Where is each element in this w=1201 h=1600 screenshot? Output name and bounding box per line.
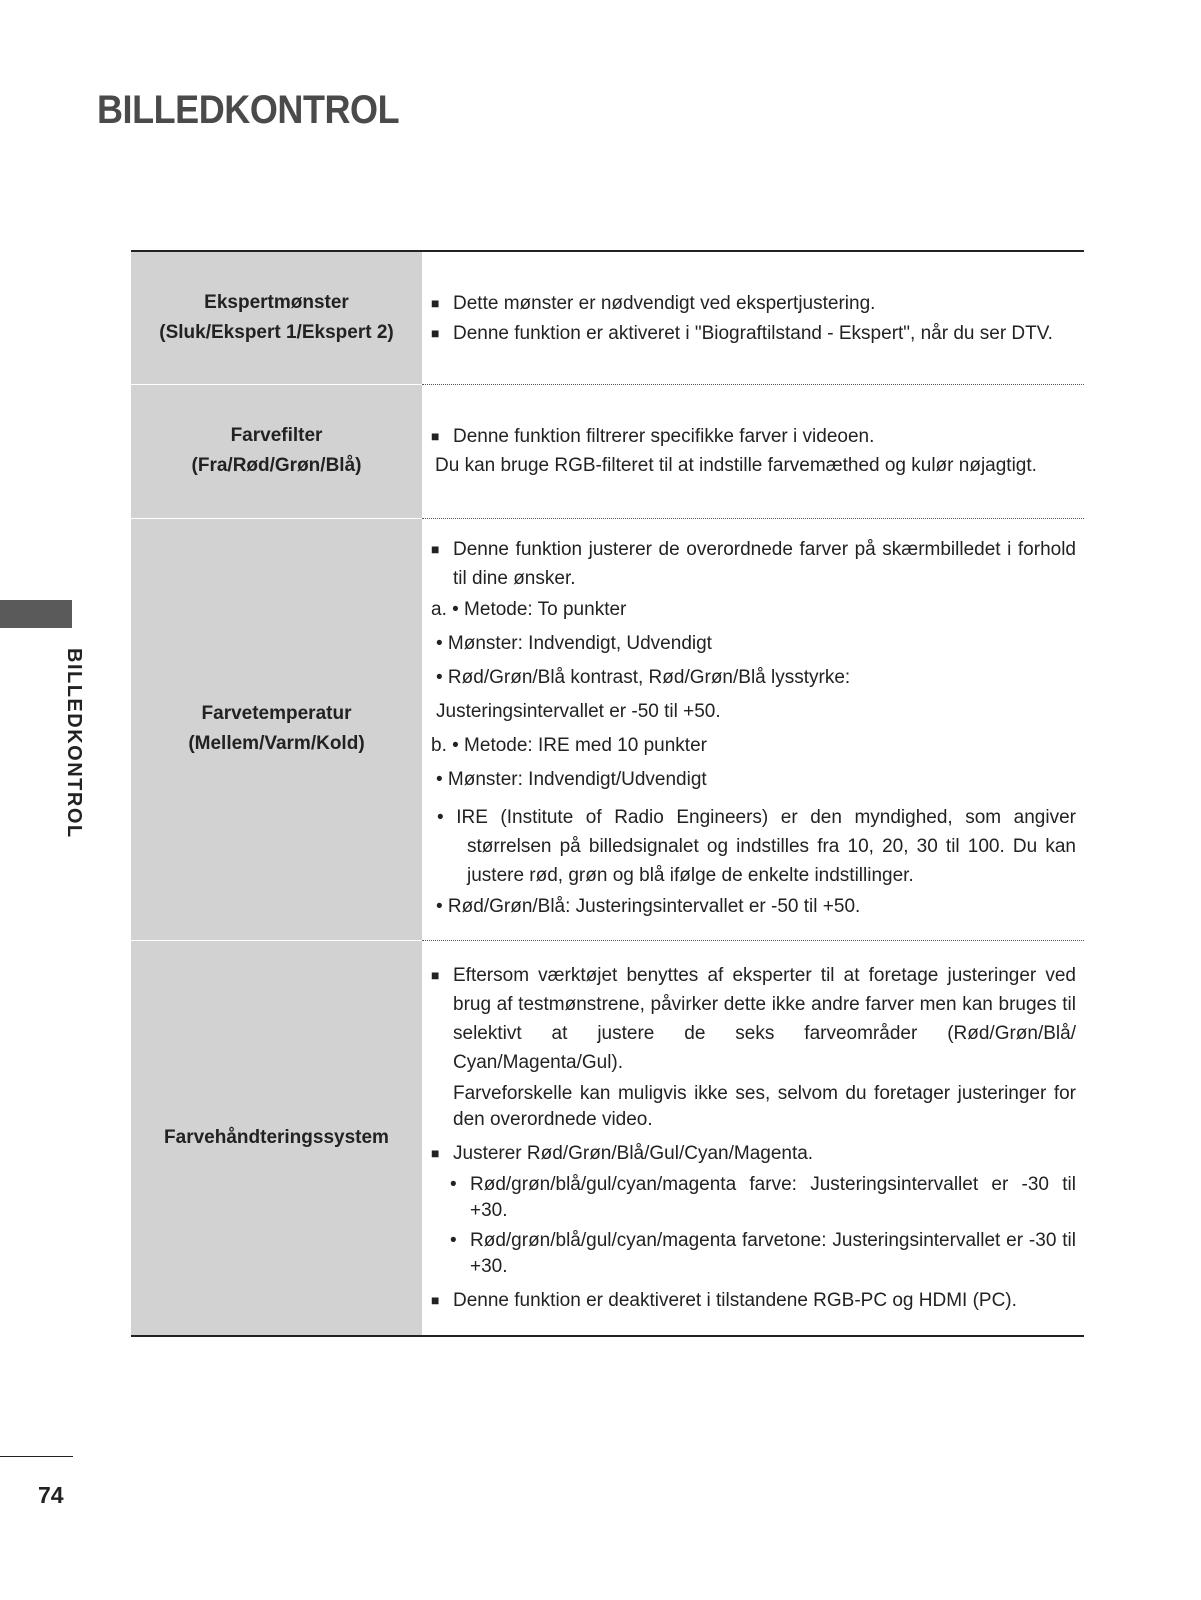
table-row-farvefilter (131, 384, 1084, 518)
square-bullet-icon: ■ (431, 1291, 440, 1308)
label-title: Farvetemperatur (201, 703, 352, 724)
pattern-b: • Mønster: Indvendigt/Udvendigt (436, 768, 707, 790)
settings-table (131, 250, 1084, 1337)
square-bullet-icon: ■ (431, 294, 440, 311)
bullet-text: Justerer Rød/Grøn/Blå/Gul/Cyan/Magenta. (453, 1142, 814, 1164)
sub-bullet-text: Rød/grøn/blå/gul/cyan/magenta farvetone: Justeringsintervallet er -30 til +30. (470, 1229, 1076, 1277)
sub-bullet-item (431, 1228, 1076, 1280)
bullet-item (431, 422, 1076, 451)
square-bullet-icon: ■ (431, 1144, 440, 1161)
contrast-brightness: • Rød/Grøn/Blå kontrast, Rød/Grøn/Blå lysstyrke: (436, 666, 851, 688)
note-text: Du kan bruge RGB-filteret til at indstille farvemæthed og kulør nøjagtigt. (435, 455, 1037, 476)
label-title: Ekspertmønster (204, 291, 349, 313)
section-side-label: BILLEDKONTROL (63, 648, 85, 839)
dot-bullet-icon: • (450, 1173, 457, 1195)
range-a: Justeringsintervallet er -50 til +50. (436, 700, 721, 722)
section-tab-marker (0, 600, 72, 628)
bullet-text: Eftersom værktøjet benyttes af eksperter til at foretage justeringer ved brug af testmønstrene, påvirker dette ikke andre farver men kan bruges til selektivt at justere de seks farveområder (Rød/Grøn/Blå/ Cyan/Magenta/Gul). (453, 964, 1076, 1073)
note-text: Farveforskelle kan muligvis ikke ses, selvom du foretager justeringer for den overordnede video. (453, 1082, 1076, 1130)
table-row-farvetemperatur (131, 518, 1084, 940)
bullet-text: Denne funktion justerer de overordnede farver på skærmbilledet i forhold til dine ønsker. (453, 538, 1076, 589)
row-label (131, 384, 422, 518)
sub-bullet-item (431, 1172, 1076, 1224)
page-number: 74 (38, 1482, 64, 1508)
page-title: BILLEDKONTROL (97, 88, 400, 132)
bullet-text: Denne funktion filtrerer specifikke farver i videoen. (453, 426, 875, 447)
row-description (422, 251, 1084, 384)
pattern-a: • Mønster: Indvendigt, Udvendigt (436, 632, 712, 654)
ire-description: • IRE (Institute of Radio Engineers) er den myndighed, som angiver størrelsen på billedsignalet og indstilles fra 10, 20, 30 til 100. Du kan justere rød, grøn og blå ifølge de enkelte indstillinger. (437, 806, 1076, 886)
method-b: b. • Metode: IRE med 10 punkter (431, 734, 707, 756)
row-description (422, 384, 1084, 518)
row-description (422, 518, 1084, 940)
label-options: (Fra/Rød/Grøn/Blå) (191, 455, 362, 476)
bullet-item (431, 1286, 1076, 1315)
row-label (131, 251, 422, 384)
row-description (422, 940, 1084, 1336)
label-title: Farvehåndteringssystem (164, 1126, 389, 1148)
square-bullet-icon: ■ (431, 324, 440, 341)
method-a: a. • Metode: To punkter (431, 598, 627, 620)
page-number-divider (0, 1456, 73, 1457)
label-options: (Mellem/Varm/Kold) (188, 733, 365, 754)
table-row-ekspertmonster (131, 251, 1084, 384)
bullet-text: Denne funktion er deaktiveret i tilstandene RGB-PC og HDMI (PC). (453, 1289, 1017, 1311)
range-b: • Rød/Grøn/Blå: Justeringsintervallet er -50 til +50. (436, 895, 861, 917)
bullet-text: Dette mønster er nødvendigt ved ekspertjustering. (453, 292, 876, 314)
bullet-item (431, 289, 1076, 318)
row-label (131, 940, 422, 1336)
label-options: (Sluk/Ekspert 1/Ekspert 2) (159, 321, 394, 343)
bullet-item (431, 320, 1076, 347)
bullet-item (431, 1139, 1076, 1168)
dot-bullet-icon: • (450, 1229, 457, 1251)
label-title: Farvefilter (230, 425, 323, 446)
square-bullet-icon: ■ (431, 966, 440, 983)
row-label (131, 518, 422, 940)
square-bullet-icon: ■ (431, 428, 440, 444)
table-row-farvehandteringssystem (131, 940, 1084, 1336)
bullet-item (431, 535, 1076, 593)
sub-bullet-text: Rød/grøn/blå/gul/cyan/magenta farve: Justeringsintervallet er -30 til +30. (470, 1173, 1076, 1221)
square-bullet-icon: ■ (431, 540, 440, 557)
bullet-item (431, 961, 1076, 1077)
bullet-text: Denne funktion er aktiveret i "Biograftilstand - Ekspert", når du ser DTV. (453, 322, 1053, 344)
